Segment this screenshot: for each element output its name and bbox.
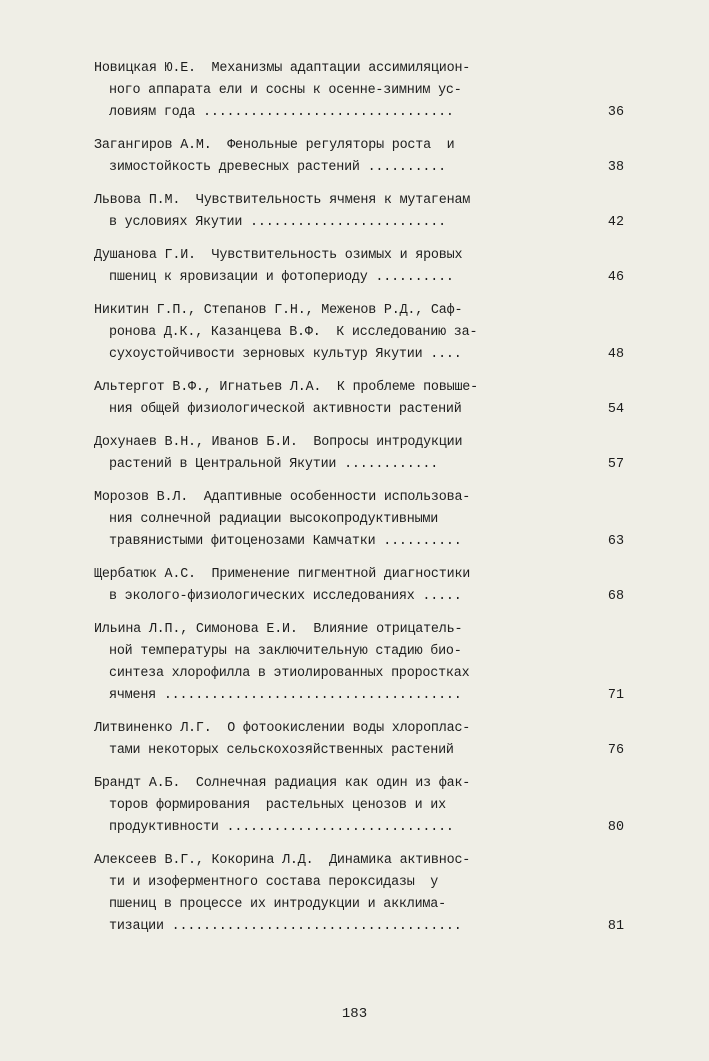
toc-entry-continuation-line: ния общей физиологической активности растений <box>109 402 462 417</box>
toc-entry-title-line: Дохунаев В.Н., Иванов Б.И. Вопросы интродукции <box>94 435 463 450</box>
toc-entry-page-number: 57 <box>607 457 624 472</box>
toc-entry-page-number: 80 <box>607 820 624 835</box>
toc-entry-continuation-line: ловиям года ................................ <box>109 105 454 120</box>
toc-entry <box>94 432 624 476</box>
toc-entry <box>94 619 624 707</box>
toc-entry <box>94 377 624 421</box>
toc-entry-continuation-line: пшениц к яровизации и фотопериоду .......... <box>109 270 454 285</box>
toc-entry-page-number: 42 <box>607 215 624 230</box>
toc-entry-continuation-line: пшениц в процессе их интродукции и акклима- <box>109 897 446 912</box>
toc-entry-continuation-line: в условиях Якутии ......................... <box>109 215 446 230</box>
toc-entry-continuation-line: тами некоторых сельскохозяйственных растений <box>109 743 454 758</box>
toc-entry <box>94 487 624 553</box>
toc-entry-title-line: Загангиров А.М. Фенольные регуляторы роста и <box>94 138 455 153</box>
toc-entry-page-number: 36 <box>607 105 624 120</box>
toc-entry-page-number: 38 <box>607 160 624 175</box>
toc-entry <box>94 718 624 762</box>
toc-entry <box>94 850 624 938</box>
toc-entry-continuation-line: тизации ..................................... <box>109 919 462 934</box>
toc-entry-continuation-line: продуктивности ............................. <box>109 820 454 835</box>
toc-entry-continuation-line: травянистыми фитоценозами Камчатки .......... <box>109 534 462 549</box>
page-number-folio: 183 <box>341 1006 368 1022</box>
toc-entry-title-line: Альтергот В.Ф., Игнатьев Л.А. К проблеме повыше- <box>94 380 478 395</box>
toc-entry-page-number: 68 <box>607 589 624 604</box>
toc-entry <box>94 245 624 289</box>
toc-entry-continuation-line: торов формирования растельных ценозов и их <box>109 798 446 813</box>
toc-entry <box>94 564 624 608</box>
toc-entry-title-line: Душанова Г.И. Чувствительность озимых и яровых <box>94 248 463 263</box>
toc-entry-page-number: 63 <box>607 534 624 549</box>
toc-entry-page-number: 48 <box>607 347 624 362</box>
toc-entry-continuation-line: растений в Центральной Якутии ............ <box>109 457 439 472</box>
toc-entry-page-number: 71 <box>607 688 624 703</box>
toc-entry-page-number: 46 <box>607 270 624 285</box>
toc-entry-title-line: Новицкая Ю.Е. Механизмы адаптации ассимиляцион- <box>94 61 471 76</box>
toc-entry-title-line: Литвиненко Л.Г. О фотоокислении воды хлороплас- <box>94 721 471 736</box>
toc-entry <box>94 300 624 366</box>
toc-entry-title-line: Львова П.М. Чувствительность ячменя к мутагенам <box>94 193 471 208</box>
toc-entry <box>94 190 624 234</box>
toc-entry <box>94 135 624 179</box>
toc-entry-title-line: Алексеев В.Г., Кокорина Л.Д. Динамика активнос- <box>94 853 471 868</box>
toc-entry-title-line: Брандт А.Б. Солнечная радиация как один из фак- <box>94 776 471 791</box>
toc-entry-title-line: Морозов В.Л. Адаптивные особенности использова- <box>94 490 471 505</box>
toc-entry-continuation-line: ячменя ...................................... <box>109 688 462 703</box>
toc-entry-continuation-line: зимостойкость древесных растений .......... <box>109 160 446 175</box>
toc-entry-continuation-line: ти и изоферментного состава пероксидазы у <box>109 875 439 890</box>
toc-entry-page-number: 54 <box>607 402 624 417</box>
toc-entry-continuation-line: ния солнечной радиации высокопродуктивными <box>109 512 439 527</box>
toc-entry-page-number: 76 <box>607 743 624 758</box>
toc-entry-title-line: Ильина Л.П., Симонова Е.И. Влияние отрицатель- <box>94 622 463 637</box>
toc-entry-title-line: Щербатюк А.С. Применение пигментной диагностики <box>94 567 471 582</box>
toc-entry-continuation-line: ронова Д.К., Казанцева В.Ф. К исследованию за- <box>109 325 478 340</box>
toc-entry-continuation-line: синтеза хлорофилла в этиолированных проростках <box>109 666 470 681</box>
toc-entry-continuation-line: ной температуры на заключительную стадию био- <box>109 644 462 659</box>
toc-entry-title-line: Никитин Г.П., Степанов Г.Н., Меженов Р.Д., Саф- <box>94 303 463 318</box>
table-of-contents <box>94 58 624 949</box>
toc-entry <box>94 58 624 124</box>
toc-entry-continuation-line: в эколого-физиологических исследованиях ..... <box>109 589 462 604</box>
toc-entry-page-number: 81 <box>607 919 624 934</box>
toc-entry-continuation-line: ного аппарата ели и сосны к осенне-зимним ус- <box>109 83 462 98</box>
toc-entry-continuation-line: сухоустойчивости зерновых культур Якутии .... <box>109 347 462 362</box>
toc-entry <box>94 773 624 839</box>
